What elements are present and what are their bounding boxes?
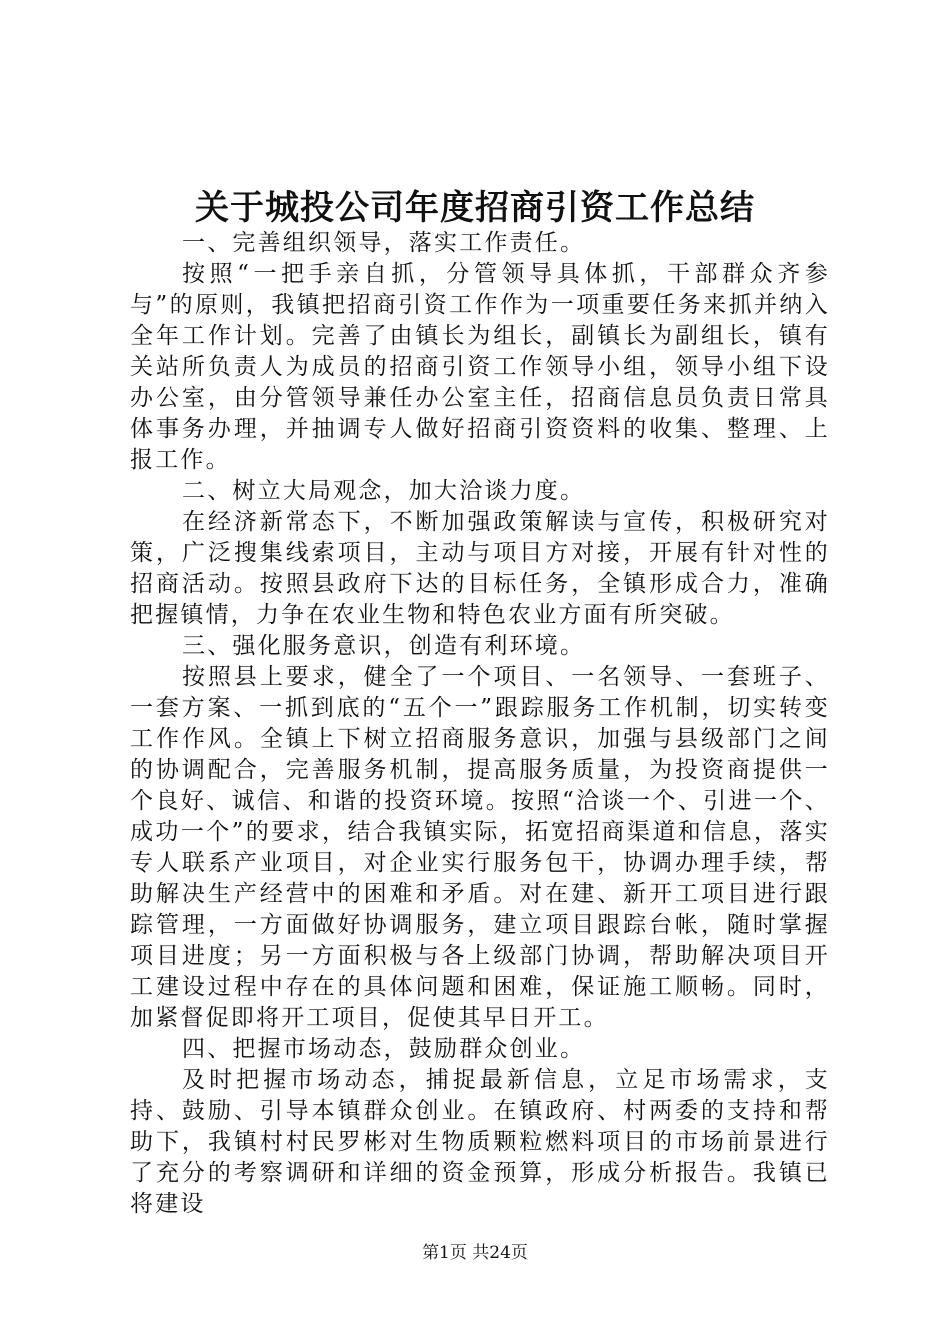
section-heading-4: 四、把握市场动态，鼓励群众创业。 [182,1036,586,1062]
section-paragraph-1: 按照“一把手亲自抓，分管领导具体抓，干部群众齐参与”的原则，我镇把招商引资工作作为一项重要任务来抓并纳入全年工作计划。完善了由镇长为组长，副镇长为副组长，镇有关站所负责人为成员的招商引资工作领导小组，领导小组下设办公室，由分管领导兼任办公室主任，招商信息员负责日常具体事务办理，并抽调专人做好招商引资资料的收集、整理、上报工作。 [130,261,830,473]
document-body [130,228,830,1220]
section-paragraph-3: 按照县上要求，健全了一个项目、一名领导、一套班子、一套方案、一抓到底的“五个一”跟踪服务工作机制，切实转变工作作风。全镇上下树立招商服务意识，加强与县级部门之间的协调配合，完善服务机制，提高服务质量，为投资商提供一个良好、诚信、和谐的投资环境。按照“洽谈一个、引进一个、成功一个”的要求，结合我镇实际，拓宽招商渠道和信息，落实专人联系产业项目，对企业实行服务包干，协调办理手续，帮助解决生产经营中的困难和矛盾。对在建、新开工项目进行跟踪管理，一方面做好协调服务，建立项目跟踪台帐，随时掌握项目进度；另一方面积极与各上级部门协调，帮助解决项目开工建设过程中存在的具体问题和困难，保证施工顺畅。同时，加紧督促即将开工项目，促使其早日开工。 [130,664,830,1031]
document-title: 关于城投公司年度招商引资工作总结 [195,188,755,228]
section-paragraph-4: 及时把握市场动态，捕捉最新信息，立足市场需求，支持、鼓励、引导本镇群众创业。在镇政府、村两委的支持和帮助下，我镇村村民罗彬对生物质颗粒燃料项目的市场前景进行了充分的考察调研和详细的资金预算，形成分析报告。我镇已将建设 [130,1067,830,1217]
page-footer: 第1页 共24页 [422,1243,528,1263]
section-heading-3: 三、强化服务意识，创造有利环境。 [182,633,586,659]
section-heading-2: 二、树立大局观念，加大洽谈力度。 [182,478,586,504]
section-heading-1: 一、完善组织领导，落实工作责任。 [182,230,586,256]
section-paragraph-2: 在经济新常态下，不断加强政策解读与宣传，积极研究对策，广泛搜集线索项目，主动与项目方对接，开展有针对性的招商活动。按照县政府下达的目标任务，全镇形成合力，准确把握镇情，力争在农业生物和特色农业方面有所突破。 [130,509,830,628]
